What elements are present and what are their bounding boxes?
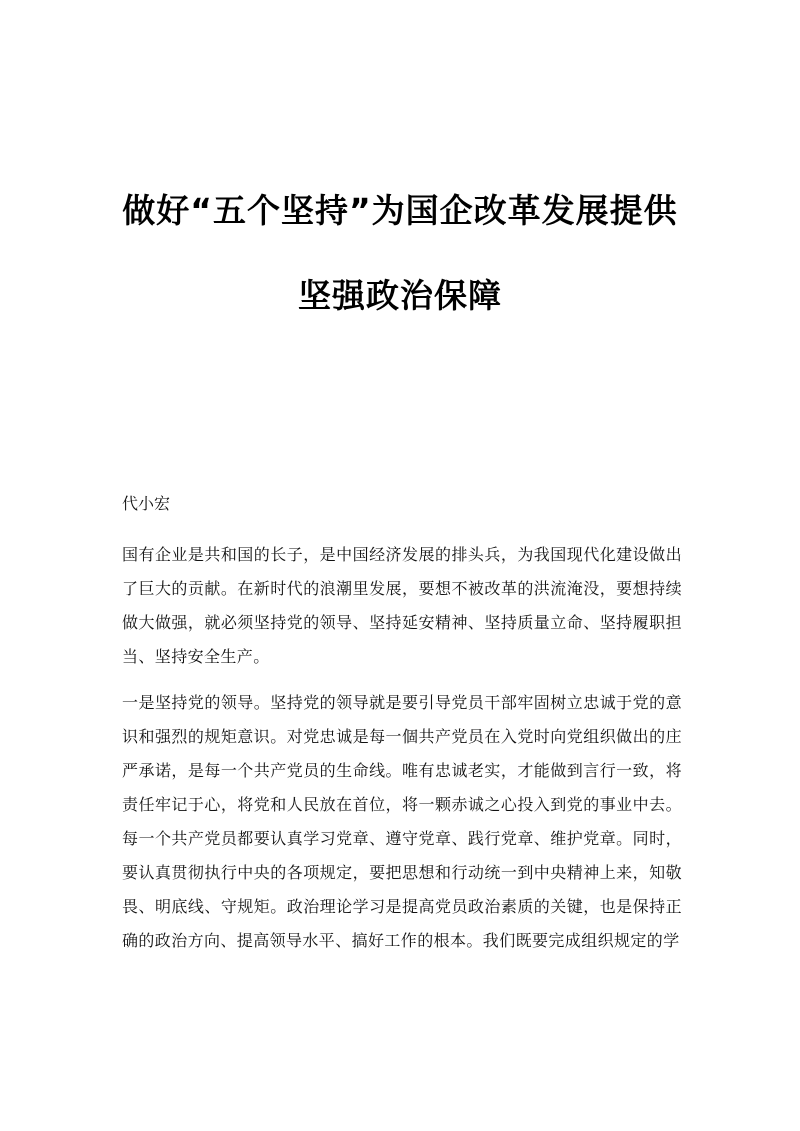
paragraph-intro: 国有企业是共和国的长子，是中国经济发展的排头兵，为我国现代化建设做出了巨大的贡献。在新时代的浪潮里发展，要想不被改革的洪流淹没，要想持续做大做强，就必须坚持党的领导、坚持延安精神、坚持质量立命、坚持履职担当、坚持安全生产。 [122,545,682,666]
title-line-2: 坚强政治保障 [298,276,502,315]
paragraph-party-leadership: 一是坚持党的领导。坚持党的领导就是要引导党员干部牢固树立忠诚于党的意识和强烈的规矩意识。对党忠诚是每一個共产党员在入党时向党组织做出的庄严承诺，是每一个共产党员的生命线。唯有忠诚老实，才能做到言行一致，将责任牢记于心，将党和人民放在首位，将一颗赤诚之心投入到党的事业中去。每一个共产党员都要认真学习党章、遵守党章、践行党章、维护党章。同时，要认真贯彻执行中央的各项规定，要把思想和行动统一到中央精神上来，知敬畏、明底线、守规矩。政治理论学习是提高党员政治素质的关键，也是保持正确的政治方向、提高领导水平、搞好工作的根本。我们既要完成组织规定的学 [122,693,682,950]
author-name: 代小宏 [122,494,171,513]
document-body [122,492,682,970]
title-line-1: 做好“五个坚持”为国企改革发展提供 [122,191,678,230]
